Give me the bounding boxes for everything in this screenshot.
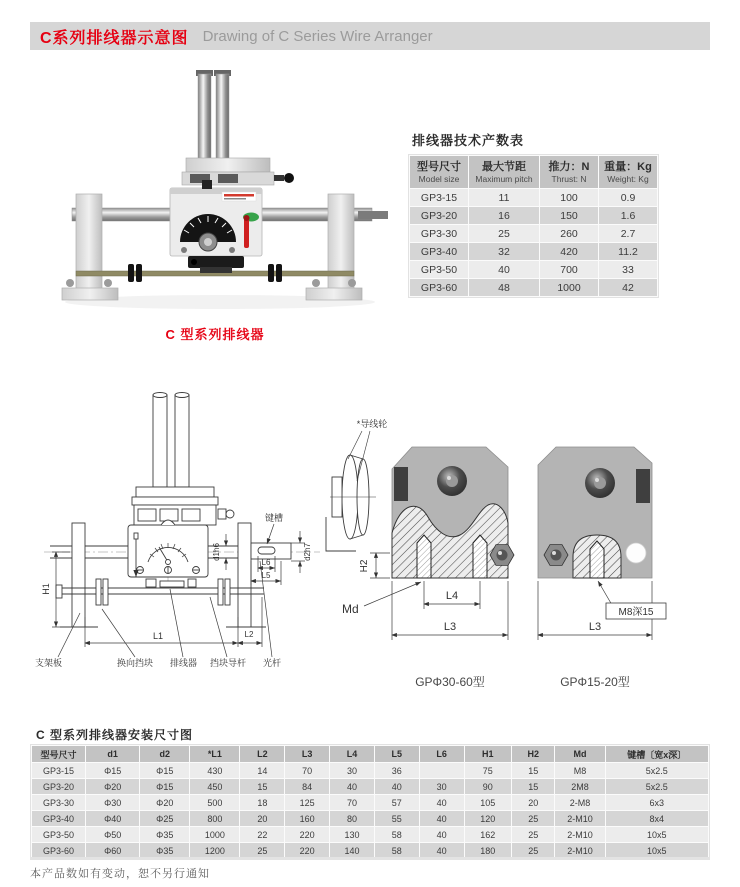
guide-wheel-sketch [326,431,376,551]
table-cell: Φ40 [86,811,139,826]
table-cell: GP3-50 [410,261,468,278]
block-a-slot [394,467,408,501]
table-cell: 84 [285,779,329,794]
table-cell: 450 [190,779,239,794]
table-cell: 36 [375,763,419,778]
tech-col-model-en: Model size [418,173,460,184]
dim-h1-label: H1 [41,583,51,595]
table-cell: 15 [240,779,284,794]
block-a-thread-hole-1 [417,535,431,578]
table-cell: 22 [240,827,284,842]
table-cell: 25 [512,843,554,858]
table-cell: 10x5 [606,843,708,858]
table-cell: 220 [285,827,329,842]
dim-col-h2: H2 [512,746,554,762]
tech-table-title: 排线器技术产数表 [412,133,525,148]
dim-l4-label: L4 [445,590,459,602]
table-cell: Φ60 [86,843,139,858]
tech-col-model [410,156,468,188]
table-cell: 105 [465,795,511,810]
table-cell: GP3-15 [410,189,468,206]
table-cell: 1000 [190,827,239,842]
drawing-guide-rod [56,579,264,605]
dim-col-d1: d1 [86,746,139,762]
part-label-block-guide-rod: 挡块导杆 [210,658,247,668]
table-cell: 120 [465,811,511,826]
table-cell: 800 [190,811,239,826]
table-cell: 25 [469,225,539,242]
front-view-drawing [44,393,320,628]
table-row [32,779,708,794]
thread-spec-label: M8深15 [618,607,654,618]
table-cell: Φ50 [86,827,139,842]
table-cell: Φ15 [140,763,189,778]
tech-col-thrust-zh: 推力：N [548,160,590,173]
table-cell: GP3-40 [32,811,85,826]
table-cell: 25 [512,811,554,826]
table-cell: 2M8 [555,779,604,794]
dim-table [30,744,710,860]
dim-l2-label: L2 [244,630,254,639]
table-cell: 40 [469,261,539,278]
table-cell: Φ15 [86,763,139,778]
part-label-smooth-rod: 光杆 [263,658,282,668]
technical-drawing [20,385,720,700]
table-cell: 40 [420,811,464,826]
table-cell: 6x3 [606,795,708,810]
table-cell: 2-M10 [555,827,604,842]
dim-col-model: 型号尺寸 [32,746,85,762]
dim-md-label: Md [342,602,359,616]
dim-l3-left-label: L3 [443,621,457,633]
table-cell: 25 [512,827,554,842]
block-dimension-labels [342,559,654,689]
dim-col-d2: d2 [140,746,189,762]
table-cell: 180 [465,843,511,858]
guide-wheel-label: *导线轮 [356,419,388,429]
table-row [32,827,708,842]
table-cell: M8 [555,763,604,778]
table-cell: 30 [330,763,374,778]
part-label-bracket-plate: 支架板 [35,658,63,668]
table-cell: 430 [190,763,239,778]
table-row [410,189,657,206]
table-cell: 75 [465,763,511,778]
footer-note: 本产品数如有变动，恕不另行通知 [30,868,210,880]
table-cell: Φ30 [86,795,139,810]
table-cell: GP3-30 [410,225,468,242]
block-a-thread-hole-2 [473,535,487,578]
dim-l1-label: L1 [152,631,164,641]
table-cell: 20 [512,795,554,810]
block-gp30-60 [392,447,514,578]
dim-l3-right-label: L3 [588,621,602,633]
page-header-bar [30,22,710,50]
tech-col-pitch [469,156,539,188]
product-photo [40,62,390,320]
drawing-shaft-stub [251,543,291,559]
table-cell: Φ35 [140,843,189,858]
tech-col-weight-zh: 重量：Kg [604,160,652,173]
table-cell: 11 [469,189,539,206]
table-row [410,207,657,224]
table-cell: 40 [420,827,464,842]
photo-body [170,180,262,256]
table-cell: 2-M8 [555,795,604,810]
table-cell: 160 [285,811,329,826]
table-cell: 57 [375,795,419,810]
table-cell: 2-M10 [555,811,604,826]
table-cell: 55 [375,811,419,826]
table-row [32,795,708,810]
table-cell: 150 [540,207,598,224]
drawing-tubes [153,393,189,488]
table-cell: 5x2.5 [606,779,708,794]
table-cell: GP3-60 [410,279,468,296]
table-cell: 500 [190,795,239,810]
table-cell: Φ20 [140,795,189,810]
table-cell: 10x5 [606,827,708,842]
table-row [32,811,708,826]
block-b-hole [626,543,646,563]
tech-col-thrust [540,156,598,188]
table-cell: 5x2.5 [606,763,708,778]
table-cell: 20 [240,811,284,826]
block-b-thread-hole [590,541,604,578]
dim-col-l3: L3 [285,746,329,762]
photo-clamp [188,256,244,273]
table-cell: 40 [420,843,464,858]
table-cell: GP3-15 [32,763,85,778]
tech-table-body [410,189,657,296]
table-cell: 58 [375,827,419,842]
table-cell: GP3-60 [32,843,85,858]
dim-l5-label: L5 [261,571,271,580]
table-cell: 33 [599,261,657,278]
table-cell: 420 [540,243,598,260]
tech-col-pitch-en: Maximum pitch [475,173,533,184]
photo-caption: C 型系列排线器 [165,327,265,342]
table-cell: 8x4 [606,811,708,826]
tech-col-model-zh: 型号尺寸 [417,160,461,173]
table-cell: 40 [375,779,419,794]
block-caption-left: GPΦ30-60型 [415,675,485,689]
table-cell: 30 [420,779,464,794]
table-cell: 125 [285,795,329,810]
tech-col-weight-en: Weight: Kg [607,173,649,184]
table-cell: GP3-20 [410,207,468,224]
table-cell: 16 [469,207,539,224]
table-cell: 2-M10 [555,843,604,858]
dim-col-l1: *L1 [190,746,239,762]
block-caption-right: GPΦ15-20型 [560,675,630,689]
table-row [410,225,657,242]
table-cell: 42 [599,279,657,296]
dim-l6-label: L6 [261,558,271,567]
dim-col-l5: L5 [375,746,419,762]
tech-col-weight [599,156,657,188]
table-cell: 2.7 [599,225,657,242]
block-gp15-20 [538,447,652,578]
page-title-zh: C系列排线器示意图 [40,29,189,47]
table-cell: 15 [512,779,554,794]
table-cell: 700 [540,261,598,278]
table-cell: 70 [330,795,374,810]
table-cell: 1000 [540,279,598,296]
table-cell: Φ20 [86,779,139,794]
dim-table-header-row [32,746,708,762]
table-cell: Φ25 [140,811,189,826]
table-cell: 1200 [190,843,239,858]
table-cell: 220 [285,843,329,858]
photo-top-carriage [182,158,294,185]
dim-h2-label: H2 [359,559,370,573]
table-cell: 162 [465,827,511,842]
drawing-body [128,520,208,577]
part-label-wire-arranger: 排线器 [170,658,198,668]
table-cell: GP3-30 [32,795,85,810]
dim-d1h6-label: d1h6 [212,543,221,561]
dim-col-keyway: 键槽〔宽x深〕 [606,746,708,762]
table-row [410,243,657,260]
tech-table-header-row [410,156,657,188]
table-row [410,261,657,278]
table-cell: 40 [330,779,374,794]
table-cell: 100 [540,189,598,206]
dim-col-l4: L4 [330,746,374,762]
dim-d2h7-label: d2h7 [303,543,312,561]
photo-red-lever [244,218,249,248]
table-cell: Φ15 [140,779,189,794]
table-row [410,279,657,296]
dim-table-body [32,763,708,858]
table-cell: 140 [330,843,374,858]
table-cell: 0.9 [599,189,657,206]
footer-divider [30,857,710,860]
dim-col-h1: H1 [465,746,511,762]
table-cell: GP3-20 [32,779,85,794]
photo-vertical-tubes [196,70,231,164]
dim-col-md: Md [555,746,604,762]
table-cell: 18 [240,795,284,810]
table-cell: 58 [375,843,419,858]
table-cell: 70 [285,763,329,778]
page-title-en: Drawing of C Series Wire Arranger [202,27,433,45]
dim-table-title: C 型系列排线器安装尺寸图 [36,728,194,742]
table-cell: 14 [240,763,284,778]
table-cell: GP3-50 [32,827,85,842]
dim-col-l2: L2 [240,746,284,762]
table-row [32,763,708,778]
table-row [32,843,708,858]
tech-col-pitch-zh: 最大节距 [482,160,526,173]
block-b-slot [636,469,650,503]
table-cell: 40 [420,795,464,810]
table-cell: 32 [469,243,539,260]
part-label-reversing-block: 换向挡块 [117,658,154,668]
table-cell: 90 [465,779,511,794]
table-cell: 260 [540,225,598,242]
table-cell: 15 [512,763,554,778]
table-cell: GP3-40 [410,243,468,260]
photo-rod-stub [358,211,388,219]
table-cell: 130 [330,827,374,842]
table-cell: 80 [330,811,374,826]
dim-col-l6: L6 [420,746,464,762]
keyway-label: 键槽 [264,513,284,523]
table-cell: 25 [240,843,284,858]
drawing-carriage [132,487,234,525]
table-cell: 48 [469,279,539,296]
tech-col-thrust-en: Thrust: N [551,173,587,184]
table-cell: 11.2 [599,243,657,260]
table-cell [420,763,464,778]
tech-table [408,154,659,298]
table-cell: Φ35 [140,827,189,842]
table-cell: 1.6 [599,207,657,224]
